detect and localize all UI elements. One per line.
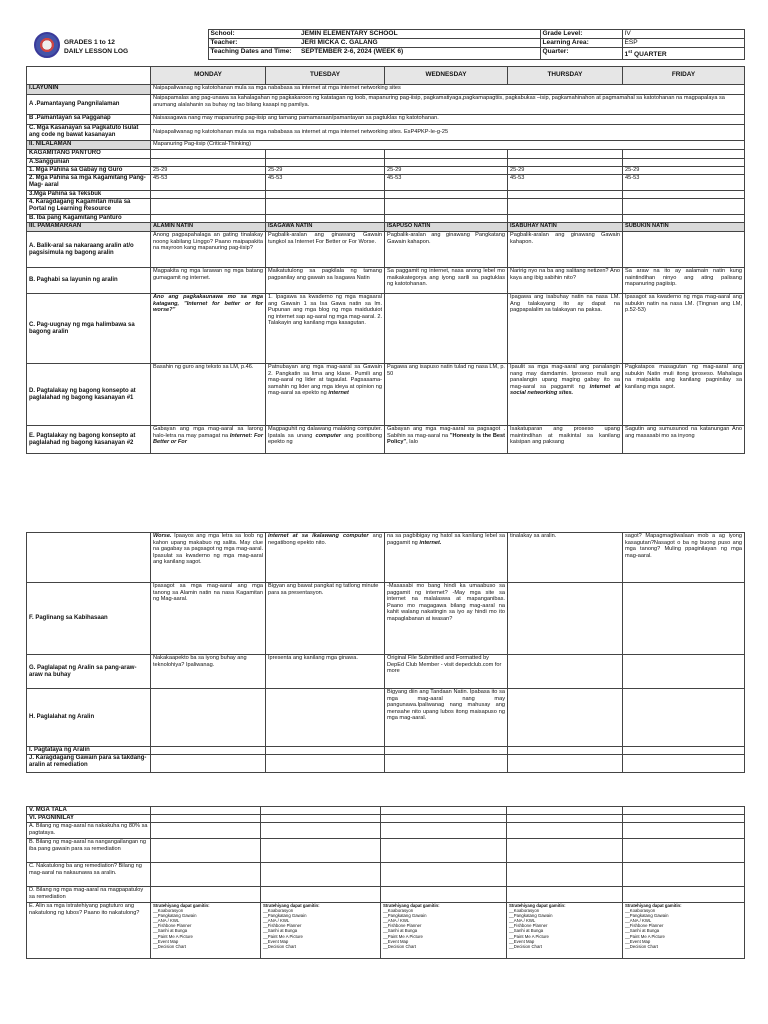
strategy-item: __Pangkatang Gawain: [263, 913, 307, 919]
sanggunian-label: A.Sanggunian: [27, 159, 151, 167]
rowC-mon: Ano ang pagkakaunawa mo sa mga katagang, "Internet for better or for worse?": [151, 294, 266, 364]
strategies-title: Stratehiyang dapat gamitin:: [383, 903, 440, 908]
strategy-item: __Sanhi at Bunga: [509, 928, 544, 934]
iba-label: B. Iba pang Kagamitang Panturo: [27, 215, 151, 223]
kp-thu: 45-53: [508, 175, 623, 191]
kp-fri: 45-53: [623, 175, 745, 191]
rowA-thu: Pagbalik-aralan ang ginawang Gawain kahapon.: [508, 232, 623, 268]
kasanayan-label: C. Mga Kasanayan sa Pagkatuto Isulat ang code ng bawat kasanayan: [27, 125, 151, 141]
strategy-item: __Koaborasyon: [509, 908, 540, 914]
rowE-wed: Gabayan ang mga mag-aaral sa pagsagot . Sabihin sa mag-aaral na "Honesty is the Best Policy", lalo: [385, 426, 508, 454]
strategy-item: __Event Map: [263, 938, 289, 944]
rowB-mon: Magpakita ng mga larawan ng mga batang gumagamit ng internet.: [151, 268, 266, 294]
strategies-fri: [623, 903, 745, 959]
rowD-thu: Ipaulit sa mga mag-aaral ang panalangin nang may damdamin. Iproseso muli ang panalangin upang maging gabay ito sa mag-aaral sa paggamit ng internet at social networking sites.: [508, 364, 623, 426]
strategy-item: __Decision Chart: [509, 943, 542, 949]
kp-wed: 45-53: [385, 175, 508, 191]
kp-tue: 45-53: [266, 175, 385, 191]
grades-title: GRADES 1 to 12: [64, 38, 115, 46]
rowF-thu: [508, 583, 623, 655]
strategy-item: __Decision Chart: [263, 943, 296, 949]
pam-mon: ALAMIN NATIN: [151, 223, 266, 232]
strategy-item: __Sanhi at Bunga: [153, 928, 188, 934]
gabay-thu: 25-29: [508, 167, 623, 175]
rowA-wed: Pagbalik-aralan ang ginawang Pangkatang Gawain kahapon.: [385, 232, 508, 268]
area-label: Learning Area:: [540, 39, 622, 48]
kasanayan-text: Naipapaliwanag ng katotohanan mula sa mga nababasa sa internet at mga internet networking sites. EsP4PKP-Ie-g-25: [151, 125, 745, 141]
cont-tue: internet at sa ikalawang computer ang negatibong epekto nito.: [266, 533, 385, 583]
rowF-tue: Bigyan ang bawat pangkat ng tatlong minute para sa presentasyon.: [266, 583, 385, 655]
strategy-item: __Pangkatang Gawain: [509, 913, 553, 919]
strategy-item: __Paint Me A Picture: [383, 933, 423, 939]
day-thursday: THURSDAY: [508, 67, 623, 85]
pagganap-label: B .Pamantayan sa Pagganap: [27, 115, 151, 125]
strategies-wed: [381, 903, 507, 959]
rowC-wed: [385, 294, 508, 364]
rowE-fri: Sagutin ang sumusunod na katanungan Ano ang masasabi mo sa inyong: [623, 426, 745, 454]
strategy-item: __ANA / KWL: [509, 918, 536, 924]
reflection-table: [26, 806, 745, 959]
area-value: ESP: [622, 39, 744, 48]
rowC-thu: Ipagawa ang isabuhay natin na nasa LM. Ang talakayang ito ay dapat na pagpapalalim sa talakayan na paksa.: [508, 294, 623, 364]
cont-thu: tinalakay sa aralin.: [508, 533, 623, 583]
rowI-label: I. Pagtataya ng Aralin: [27, 747, 151, 755]
strategies-tue: [261, 903, 381, 959]
grade-label: Grade Level:: [540, 30, 622, 39]
gabay-label: 1. Mga Pahina sa Gabay ng Guro: [27, 167, 151, 175]
nilalaman-label: II. NILALAMAN: [27, 141, 151, 150]
strategies-thu: [507, 903, 623, 959]
teacher-label: Teacher:: [210, 39, 238, 46]
pagninilay-label: VI. PAGNINILAY: [27, 815, 151, 823]
strategy-item: __Pangkatang Gawain: [153, 913, 197, 919]
kp-mon: 45-53: [151, 175, 266, 191]
day-tuesday: TUESDAY: [266, 67, 385, 85]
school-label: School:: [210, 30, 235, 37]
rowD-mon: Basahin ng guro ang teksto sa LM, p.46.: [151, 364, 266, 426]
lesson-table-1: [26, 66, 745, 454]
rowB-wed: Sa paggamit ng internet, nasa anong lebel mo maikakategorya ang iyong sarili sa pagtuklas ng katotohanan.: [385, 268, 508, 294]
reflect-D: D. Bilang ng mga mag-aaral na magpapatuloy sa remediation: [27, 887, 151, 903]
lr-label: 4. Karagdagang Kagamitan mula sa Portal ng Learning Resource: [27, 199, 151, 215]
deped-seal-icon: [34, 32, 60, 58]
teacher-cell: [208, 39, 540, 48]
rowD-label: D. Pagtalakay ng bagong konsepto at paglalahad ng bagong kasanayan #1: [27, 364, 151, 426]
strategy-item: __Decision Chart: [153, 943, 186, 949]
strategy-item: __Fishbone Planner: [153, 923, 192, 929]
rowF-mon: Ipasagot sa mga mag-aaral ang mga tanong sa Alamin natin na nasa Kagamitan ng Mag-aaral.: [151, 583, 266, 655]
header-table: [26, 29, 745, 60]
layunin-text: Naipapaliwanag ng katotohanan mula sa mga nababasa sa internet at mga internet networking sites: [151, 85, 745, 95]
rowA-label: A. Balik-aral sa nakaraang aralin at/o pagsisimula ng bagong aralin: [27, 232, 151, 268]
strategies-title: Stratehiyang dapat gamitin:: [153, 903, 210, 908]
dates-label: Teaching Dates and Time:: [210, 48, 292, 55]
gabay-fri: 25-29: [623, 167, 745, 175]
rowF-wed: -Masasabi mo bang hindi ka umaabuso sa paggamit ng internet? -May mga site sa internet na malalaswa at mapanganibas. Paano mo magagawa bilang mag-aaral na kahit walang nakatingin sa iyo ay hindi mo ito mapaglabanan at iwasan?: [385, 583, 508, 655]
teksbuk-label: 3.Mga Pahina sa Teksbuk: [27, 191, 151, 199]
quarter-label: Quarter:: [540, 48, 622, 60]
strategy-item: __Koaborasyon: [625, 908, 656, 914]
strategy-item: __Koaborasyon: [383, 908, 414, 914]
gabay-mon: 25-29: [151, 167, 266, 175]
rowE-mon: Gabayan ang mga mag-aaral sa larong halo-letra na may pamagat na Internet: For Better or For: [151, 426, 266, 454]
pam-fri: SUBUKIN NATIN: [623, 223, 745, 232]
strategy-item: __Koaborasyon: [263, 908, 294, 914]
rowC-fri: Ipasagot sa kwaderno ng mga mag-aaral ang subukin natin na nasa LM. (Tingnan ang LM, p.52-53): [623, 294, 745, 364]
gabay-tue: 25-29: [266, 167, 385, 175]
reflect-A: A. Bilang ng mag-aaral na nakakuha ng 80% sa pagtataya.: [27, 823, 151, 839]
cont-label: [27, 533, 151, 583]
lesson-table-2: [26, 532, 745, 773]
strategy-item: __Paint Me A Picture: [263, 933, 303, 939]
strategy-item: __ANA / KWL: [263, 918, 290, 924]
rowG-wed: Original File Submitted and Formatted by DepEd Club Member - visit depedclub.com for more: [385, 655, 508, 689]
grade-value: IV: [622, 30, 744, 39]
reflect-C: C. Nakatulong ba ang remediation? Bilang ng mag-aaral na nakaunawa sa aralin.: [27, 863, 151, 887]
strategies-title: Stratehiyang dapat gamitin:: [509, 903, 566, 908]
strategy-item: __ANA / KWL: [383, 918, 410, 924]
reflect-B: B. Bilang ng mag-aaral na nangangailangan ng iba pang gawain para sa remediation: [27, 839, 151, 863]
cont-wed: na sa pagbibigay ng hatol sa kanilang lebel sa paggamit ng internet.: [385, 533, 508, 583]
strategy-item: __Fishbone Planner: [383, 923, 422, 929]
day-monday: MONDAY: [151, 67, 266, 85]
strategy-item: __Sanhi at Bunga: [383, 928, 418, 934]
corner-cell: [27, 67, 151, 85]
strategy-item: __Event Map: [153, 938, 179, 944]
strategy-item: __Event Map: [509, 938, 535, 944]
strategy-item: __Pangkatang Gawain: [625, 913, 669, 919]
pagganap-text: Naisasagawa nang may mapanuring pag-iisip ang tamang pamamaraan/pamantayan sa pagtuklas ng katotohanan.: [151, 115, 745, 125]
day-wednesday: WEDNESDAY: [385, 67, 508, 85]
rowG-tue: Ipresenta ang kanilang mga ginawa.: [266, 655, 385, 689]
pam-wed: ISAPUSO NATIN: [385, 223, 508, 232]
pamantayang-label: A .Pamantayang Pangnilalaman: [27, 95, 151, 115]
teacher-value: JERI MICKA C. GALANG: [301, 39, 378, 46]
rowG-fri: [623, 655, 745, 689]
pam-tue: ISAGAWA NATIN: [266, 223, 385, 232]
strategy-item: __Sanhi at Bunga: [625, 928, 660, 934]
gabay-wed: 25-29: [385, 167, 508, 175]
kagamitan-label: KAGAMITANG PANTURO: [27, 150, 151, 159]
strategies-title: Stratehiyang dapat gamitin:: [263, 903, 320, 908]
rowB-thu: Naririg nyo na ba ang salitang netizen? Ano kaya ang ibig sabihin nito?: [508, 268, 623, 294]
rowA-mon: Anong pagpapahalaga an gating tinalakay noong kabilang Linggo? Paano maipapakita na mayroon kang mapanuring pag-iisip?: [151, 232, 266, 268]
strategy-item: __Decision Chart: [625, 943, 658, 949]
strategies-mon: [151, 903, 261, 959]
rowG-mon: Nakakaapekto ba sa iyong buhay ang teknolohiya? Ipaliwanag.: [151, 655, 266, 689]
strategy-item: __Decision Chart: [383, 943, 416, 949]
rowE-tue: Magpaguhit ng dalawang malaking computer. Ipatala sa unang computer ang positibong epekto ng: [266, 426, 385, 454]
rowC-label: C. Pag-uugnay ng mga halimbawa sa bagong aralin: [27, 294, 151, 364]
strategy-item: __Fishbone Planner: [509, 923, 548, 929]
rowD-fri: Pagkatapos masagutan ng mag-aaral ang subukin Natin muli itong iproseso. Mahalaga na maipakita ang kanilang pagninilay sa kanilang mga sagot.: [623, 364, 745, 426]
rowC-tue: 1. Ipagawa sa kwaderno ng mga magaaral ang Gawain 1 sa Isa Gawa natin sa lm. Pupunan ang mga blog ng mga maiduduiot ng internet sap ag-aaral ng mga mag-aaral. 2. Talakayin ang kanilang mga kasagutan.: [266, 294, 385, 364]
layunin-label: I.LAYUNIN: [27, 85, 151, 95]
strategy-item: __Paint Me A Picture: [509, 933, 549, 939]
cont-mon: Worse. Ipaayos ang mga letra sa loob ng kahon upang makabuo ng salita. May clue na gagabay sa pagsagot ng mga mag-aaral. Ipasulat sa kwaderno ng mga mag-aaral ang kanilang sagot.: [151, 533, 266, 583]
reflect-E: E. Alin sa mga istratehiyang pagtuturo ang nakatulong ng lubos? Paano ito nakatulong?: [27, 903, 151, 959]
strategy-item: __Event Map: [383, 938, 409, 944]
quarter-value: 1st QUARTER: [622, 48, 744, 60]
tala-label: V. MGA TALA: [27, 807, 151, 815]
rowE-thu: Isakatuparan ang proseso upang maintindihan at maikintal sa kanilang kaisipan ang paksang: [508, 426, 623, 454]
school-cell: [208, 30, 540, 39]
rowG-thu: [508, 655, 623, 689]
strategy-item: __Fishbone Planner: [263, 923, 302, 929]
rowB-label: B. Paghabi sa layunin ng aralin: [27, 268, 151, 294]
rowJ-label: J. Karagdagang Gawain para sa takdang- aralin at remediation: [27, 755, 151, 773]
title-block: [60, 30, 128, 56]
strategy-item: __ANA / KWL: [153, 918, 180, 924]
rowA-tue: Pagbalik-aralan ang ginawang Gawain tungkol sa Internet For Better or For Worse.: [266, 232, 385, 268]
cont-fri: sagot? Mapagmagtiwalaan mob a ag iyong kasagutan?Nasagot o ba ng buong puso ang mga tanong? Muling ppaginilayan ng mga mag-aaral.: [623, 533, 745, 583]
strategy-item: __Pangkatang Gawain: [383, 913, 427, 919]
pamantayang-text: Naipapamalas ang pag-unawa sa kahalagahan ng pagkakaroon ng katatagan ng loob, mapanuring pag-iisip, pagkamatiyaga,pagkamapagtiis, pagkabukas –isip, pagkamahinahon at pagmamahal sa katotohanan na magpapalaya sa anumang alalahanin sa buhay ng tao bilang kasapi ng pamilya.: [151, 95, 745, 115]
strategies-title: Stratehiyang dapat gamitin:: [625, 903, 682, 908]
school-value: JEMIN ELEMENTARY SCHOOL: [301, 30, 398, 37]
rowE-label: E. Pagtalakay ng bagong konsepto at paglalahad ng bagong kasanayan #2: [27, 426, 151, 454]
day-friday: FRIDAY: [623, 67, 745, 85]
rowB-fri: Sa araw na ito ay aalamain natin kung naintindihan ninyo ang ating palisang mapanuring pagiisip.: [623, 268, 745, 294]
rowA-fri: [623, 232, 745, 268]
logo-cell: [26, 30, 208, 60]
rowF-label: F. Paglinang sa Kabihasaan: [27, 583, 151, 655]
strategy-item: __Koaborasyon: [153, 908, 184, 914]
rowF-fri: [623, 583, 745, 655]
rowD-tue: Patnubayan ang mga mag-aaral sa Gawain 2. Pangkatin sa lima ang klase. Pumili ang mag-aaral ng lider at tagaulat. Pagsasama-samahin ng lider ang mga ideya at opinion ng mag-aaral sa epekto ng internet: [266, 364, 385, 426]
strategy-item: __Paint Me A Picture: [153, 933, 193, 939]
rowG-label: G. Paglalapat ng Aralin sa pang-araw-araw na buhay: [27, 655, 151, 689]
nilalaman-text: Mapanuring Pag-iisip (Critical-Thinking): [151, 141, 745, 150]
rowD-wed: Pagawa ang isapuso natin tulad ng nasa LM, p. 50: [385, 364, 508, 426]
dll-title: DAILY LESSON LOG: [64, 47, 129, 55]
kagamitang-pahina-label: 2. Mga Pahina sa mga Kagamitang Pang- Mag- aaral: [27, 175, 151, 191]
rowB-tue: Maikatutulong sa pagkilala ng tamang pagpanilay ang gawain sa Isagawa Natin: [266, 268, 385, 294]
strategy-item: __Sanhi at Bunga: [263, 928, 298, 934]
pam-thu: ISABUHAY NATIN: [508, 223, 623, 232]
rowH-wed: Bigyang diin ang Tandaan Natin. Ipabasa ito sa mga mag-aaral nang may pangunawa.Ipaliwanag nang mahusay ang mensahe nito upang lubos itong maisapuso ng mga mag-aaral.: [385, 689, 508, 747]
strategy-item: __Event Map: [625, 938, 651, 944]
pamamaraan-label: III. PAMAMARAAN: [27, 223, 151, 232]
strategy-item: __ANA / KWL: [625, 918, 652, 924]
rowH-label: H. Paglalahat ng Aralin: [27, 689, 151, 747]
dates-cell: [208, 48, 540, 60]
dates-value: SEPTEMBER 2-6, 2024 (WEEK 6): [301, 48, 404, 55]
strategy-item: __Paint Me A Picture: [625, 933, 665, 939]
strategy-item: __Fishbone Planner: [625, 923, 664, 929]
